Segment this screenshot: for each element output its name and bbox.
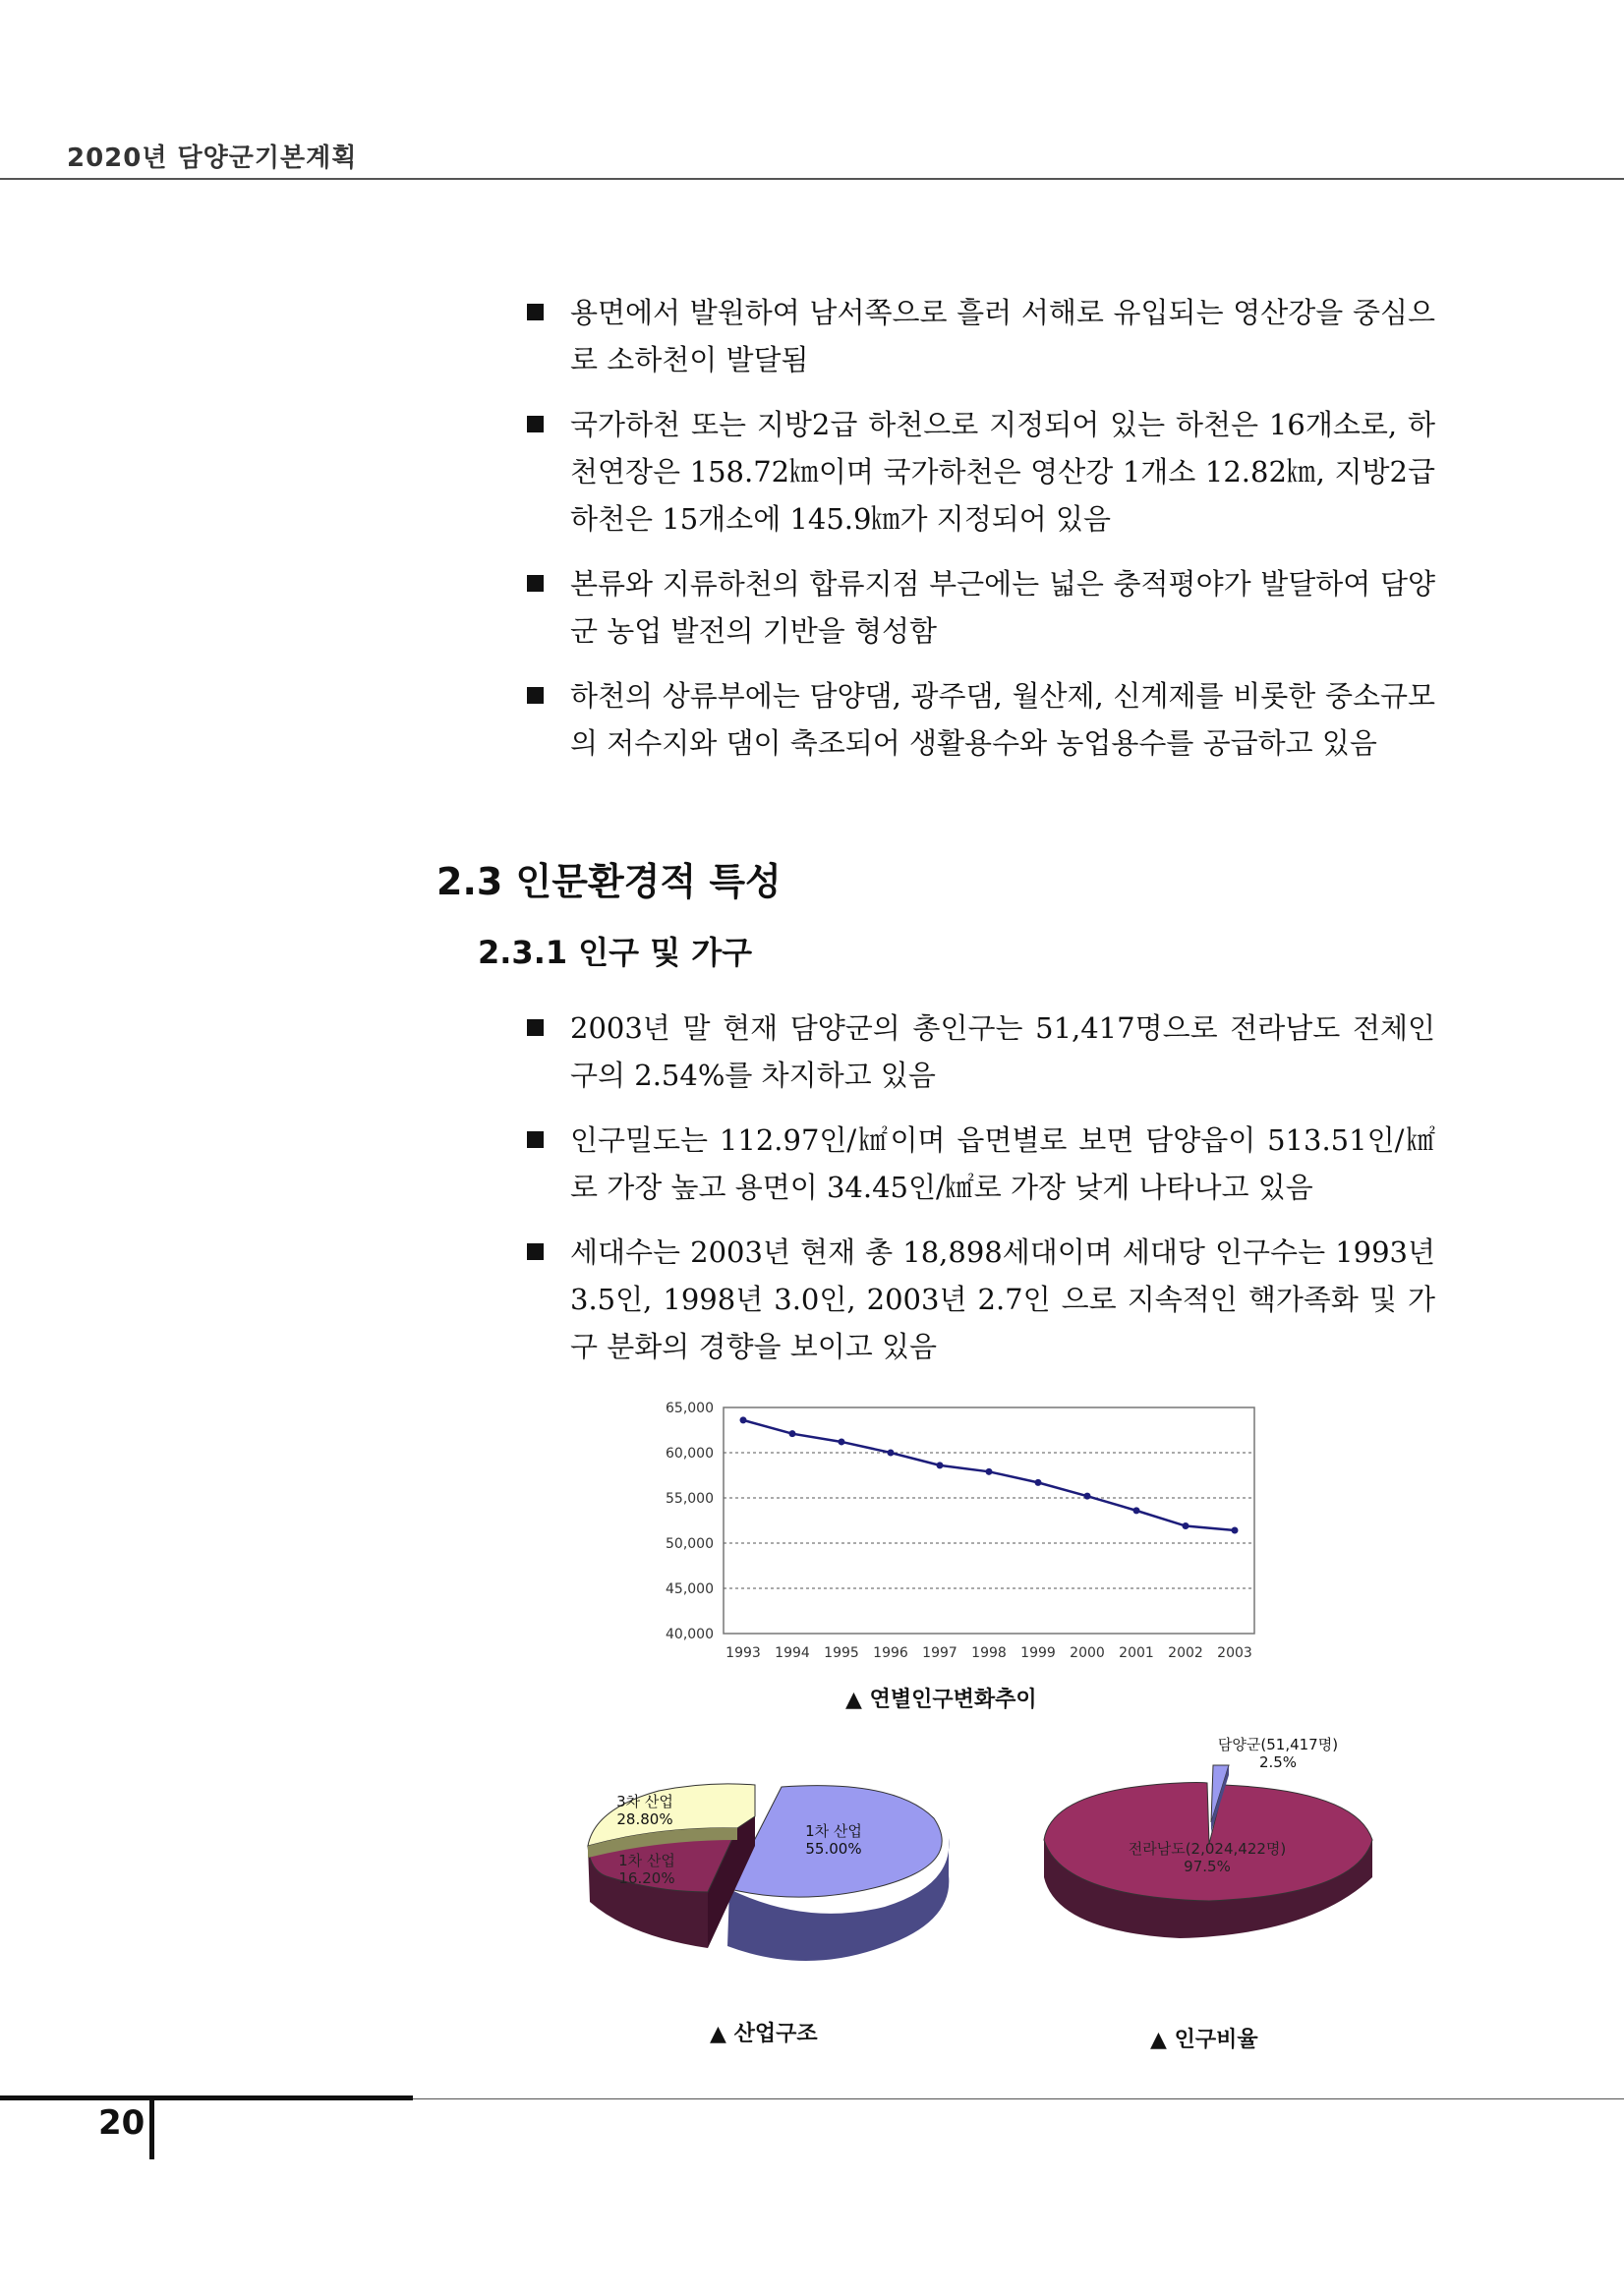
- slice-value: 2.5%: [1258, 1753, 1298, 1771]
- square-bullet-icon: [527, 1019, 544, 1036]
- bullet-item: [519, 1117, 1435, 1211]
- data-point: [888, 1450, 895, 1457]
- bullet-text: 세대수는 2003년 현재 총 18,898세대이며 세대당 인구수는 1993년 3.5인, 1998년 3.0인, 2003년 2.7인 으로 지속적인 핵가족화 및 가구 분화의 경향을 보이고 있음: [570, 1235, 1435, 1363]
- subsection-title: 2.3.1 인구 및 가구: [478, 934, 753, 971]
- bullet-item: [519, 1004, 1435, 1099]
- line-chart-caption: ▲ 연별인구변화추이: [845, 1688, 1037, 1712]
- x-tick-label: 1993: [725, 1645, 761, 1661]
- square-bullet-icon: [527, 416, 544, 432]
- x-tick-label: 1999: [1020, 1645, 1056, 1661]
- square-bullet-icon: [527, 1243, 544, 1260]
- square-bullet-icon: [527, 575, 544, 592]
- bullet-text: 인구밀도는 112.97인/㎢이며 읍면별로 보면 담양읍이 513.51인/㎢로 가장 높고 용면이 34.45인/㎢로 가장 낮게 나타나고 있음: [570, 1123, 1435, 1204]
- footer-rule: [413, 2098, 1624, 2099]
- slice-label: 전라남도(2,024,422명): [1128, 1840, 1287, 1858]
- x-tick-label: 2000: [1070, 1645, 1105, 1661]
- square-bullet-icon: [527, 1131, 544, 1148]
- y-tick-label: 50,000: [666, 1536, 714, 1552]
- page-number: 20: [98, 2103, 145, 2143]
- bullet-text: 용면에서 발원하여 남서쪽으로 흘러 서해로 유입되는 영산강을 중심으로 소하천이 발달됨: [570, 296, 1435, 376]
- y-tick-label: 60,000: [666, 1446, 714, 1462]
- running-header: 2020년 담양군기본계획: [67, 144, 358, 173]
- x-tick-label: 2001: [1119, 1645, 1154, 1661]
- bullet-item: [519, 289, 1435, 383]
- x-tick-label: 1998: [971, 1645, 1007, 1661]
- data-point: [839, 1438, 845, 1445]
- share-chart-caption: ▲ 인구비율: [1150, 2028, 1258, 2052]
- data-point: [740, 1416, 747, 1423]
- data-point: [789, 1430, 796, 1437]
- page-number-bar: [149, 2100, 154, 2159]
- bullet-text: 2003년 말 현재 담양군의 총인구는 51,417명으로 전라남도 전체인구의 2.54%를 차지하고 있음: [570, 1011, 1435, 1092]
- slice-label: 1차 산업: [805, 1822, 862, 1840]
- slice-value: 28.80%: [616, 1810, 673, 1828]
- data-point: [986, 1468, 993, 1475]
- x-tick-label: 1994: [775, 1645, 810, 1661]
- bullet-item: [519, 672, 1435, 767]
- bullet-text: 국가하천 또는 지방2급 하천으로 지정되어 있는 하천은 16개소로, 하천연장은 158.72㎞이며 국가하천은 영산강 1개소 12.82㎞, 지방2급 하천은 15개소에 145.9㎞가 지정되어 있음: [570, 408, 1435, 536]
- y-tick-label: 45,000: [666, 1581, 714, 1597]
- data-point: [1232, 1526, 1239, 1533]
- bullet-text: 하천의 상류부에는 담양댐, 광주댐, 월산제, 신계제를 비롯한 중소규모의 저수지와 댐이 축조되어 생활용수와 농업용수를 공급하고 있음: [570, 679, 1435, 760]
- section-title: 2.3 인문환경적 특성: [436, 860, 782, 903]
- population-share-pie-chart: [1032, 1730, 1386, 1966]
- slice-label: 3차 산업: [616, 1793, 673, 1810]
- population-line-chart: [629, 1394, 1278, 1669]
- data-point: [1183, 1522, 1189, 1529]
- slice-value: 55.00%: [805, 1840, 862, 1858]
- square-bullet-icon: [527, 304, 544, 320]
- bullet-item: [519, 1229, 1435, 1370]
- slice-label: 담양군(51,417명): [1217, 1736, 1339, 1753]
- data-point: [1133, 1507, 1140, 1514]
- slice-value: 16.20%: [618, 1869, 675, 1887]
- x-tick-label: 1995: [824, 1645, 859, 1661]
- bullet-text: 본류와 지류하천의 합류지점 부근에는 넓은 충적평야가 발달하여 담양군 농업 발전의 기반을 형성함: [570, 567, 1435, 648]
- header-rule: [0, 178, 1624, 180]
- plot-area: [724, 1407, 1254, 1634]
- x-tick-label: 1996: [873, 1645, 908, 1661]
- x-tick-label: 2002: [1168, 1645, 1203, 1661]
- y-tick-label: 55,000: [666, 1491, 714, 1507]
- slice-value: 97.5%: [1184, 1858, 1231, 1875]
- bullet-item: [519, 560, 1435, 655]
- x-tick-label: 1997: [922, 1645, 957, 1661]
- data-point: [1084, 1493, 1091, 1500]
- population-bullet-list: [519, 1004, 1435, 1388]
- footer-rule: [0, 2095, 413, 2100]
- y-tick-label: 65,000: [666, 1401, 714, 1416]
- x-tick-label: 2003: [1217, 1645, 1252, 1661]
- river-bullet-list: [519, 289, 1435, 784]
- slice-label: 1차 산업: [618, 1852, 675, 1869]
- bullet-item: [519, 401, 1435, 543]
- data-point: [1035, 1479, 1042, 1486]
- industry-chart-caption: ▲ 산업구조: [710, 2022, 818, 2046]
- y-tick-label: 40,000: [666, 1627, 714, 1642]
- data-point: [937, 1462, 944, 1468]
- square-bullet-icon: [527, 687, 544, 704]
- industry-pie-chart: [570, 1769, 983, 1966]
